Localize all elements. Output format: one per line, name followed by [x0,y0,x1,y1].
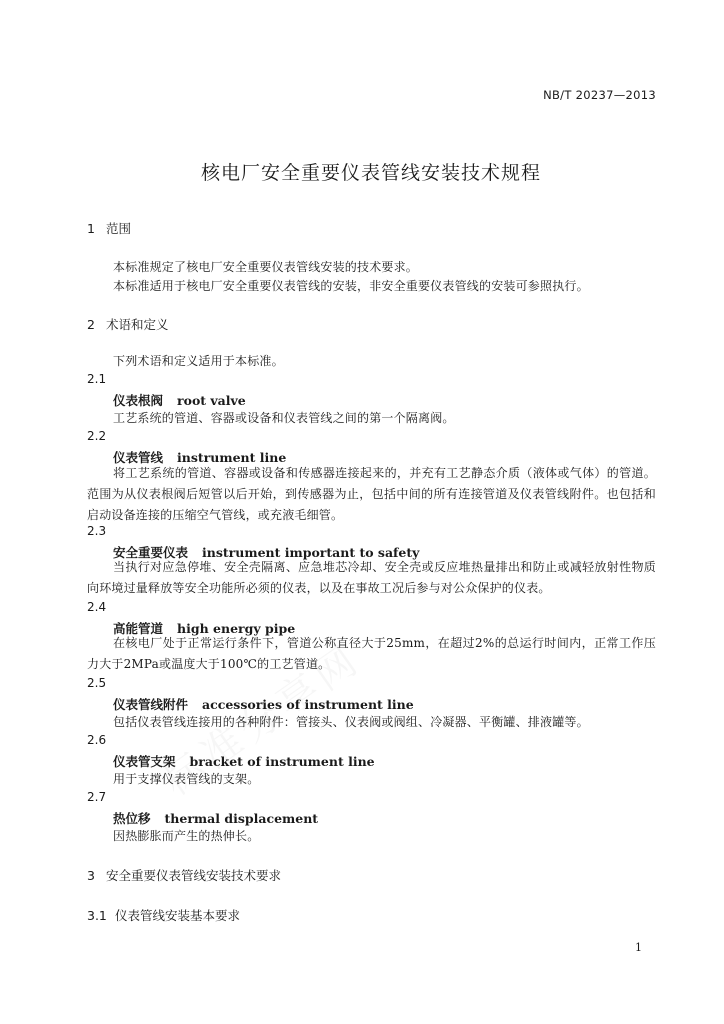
page-number: 1 [635,941,642,954]
clause-number: 2.5 [87,676,107,690]
subsection-title: 仪表管线安装基本要求 [115,908,241,923]
section-2-heading [87,315,169,333]
term-name [113,391,246,409]
section-title: 术语和定义 [106,317,169,332]
clause-number: 2.4 [87,600,107,614]
term-name [113,752,375,770]
term-definition: 用于支撑仪表管线的支架。 [113,772,260,786]
section-3-heading [87,866,281,884]
term-zh: 仪表管支架 [113,754,176,769]
term-en: instrument line [177,450,287,465]
term-zh: 仪表根阀 [113,393,164,408]
term-zh: 高能管道 [113,621,164,636]
clause-number: 2.1 [87,372,107,386]
subsection-3-1-heading [87,906,240,924]
term-en: instrument important to safety [202,545,420,560]
terms-intro: 下列术语和定义适用于本标准。 [113,354,284,368]
term-en: accessories of instrument line [202,697,414,712]
term-zh: 安全重要仪表 [113,545,189,560]
term-zh: 仪表管线附件 [113,697,189,712]
clause-number: 2.2 [87,429,107,443]
subsection-number: 3.1 [87,908,107,923]
clause-number: 2.6 [87,733,107,747]
term-definition: 在核电厂处于正常运行条件下，管道公称直径大于25mm，在超过2%的总运行时间内，正常工作压力大于2MPa或温度大于100℃的工艺管道。 [87,636,656,671]
scope-paragraph-1: 本标准规定了核电厂安全重要仪表管线安装的技术要求。 [113,260,419,274]
term-name [113,809,318,827]
scope-paragraph-2: 本标准适用于核电厂安全重要仪表管线的安装，非安全重要仪表管线的安装可参照执行。 [113,279,589,293]
term-en: bracket of instrument line [189,754,375,769]
term-definition: 将工艺系统的管道、容器或设备和传感器连接起来的，并充有工艺静态介质（液体或气体）的管道。范围为从仪表根阀后短管以后开始，到传感器为止，包括中间的所有连接管道及仪表管线附件。也包括和启动设备连接的压缩空气管线，或充液毛细管。 [87,466,656,522]
section-number: 2 [87,317,95,332]
term-definition: 因热膨胀而产生的热伸长。 [113,829,260,843]
term-en: high energy pipe [177,621,296,636]
clause-number: 2.7 [87,790,107,804]
term-en: root valve [177,393,246,408]
document-title: 核电厂安全重要仪表管线安装技术规程 [200,162,541,184]
term-name [113,695,414,713]
term-zh: 仪表管线 [113,450,164,465]
section-number: 3 [87,868,95,883]
term-en: thermal displacement [164,811,319,826]
section-1-heading [87,219,131,237]
section-title: 安全重要仪表管线安装技术要求 [106,868,282,883]
clause-number: 2.3 [87,524,107,538]
section-title: 范围 [106,221,132,236]
term-definition: 当执行对应急停堆、安全壳隔离、应急堆芯冷却、安全壳或反应堆热量排出和防止或减轻放射性物质向环境过量释放等安全功能所必须的仪表，以及在事故工况后参与对公众保护的仪表。 [87,560,656,595]
term-definition: 工艺系统的管道、容器或设备和仪表管线之间的第一个隔离阀。 [113,411,455,425]
standard-code: NB/T 20237—2013 [543,88,656,102]
term-zh: 热位移 [113,811,151,826]
section-number: 1 [87,221,95,236]
term-definition: 包括仪表管线连接用的各种附件：管接头、仪表阀或阀组、冷凝器、平衡罐、排液罐等。 [113,715,589,729]
